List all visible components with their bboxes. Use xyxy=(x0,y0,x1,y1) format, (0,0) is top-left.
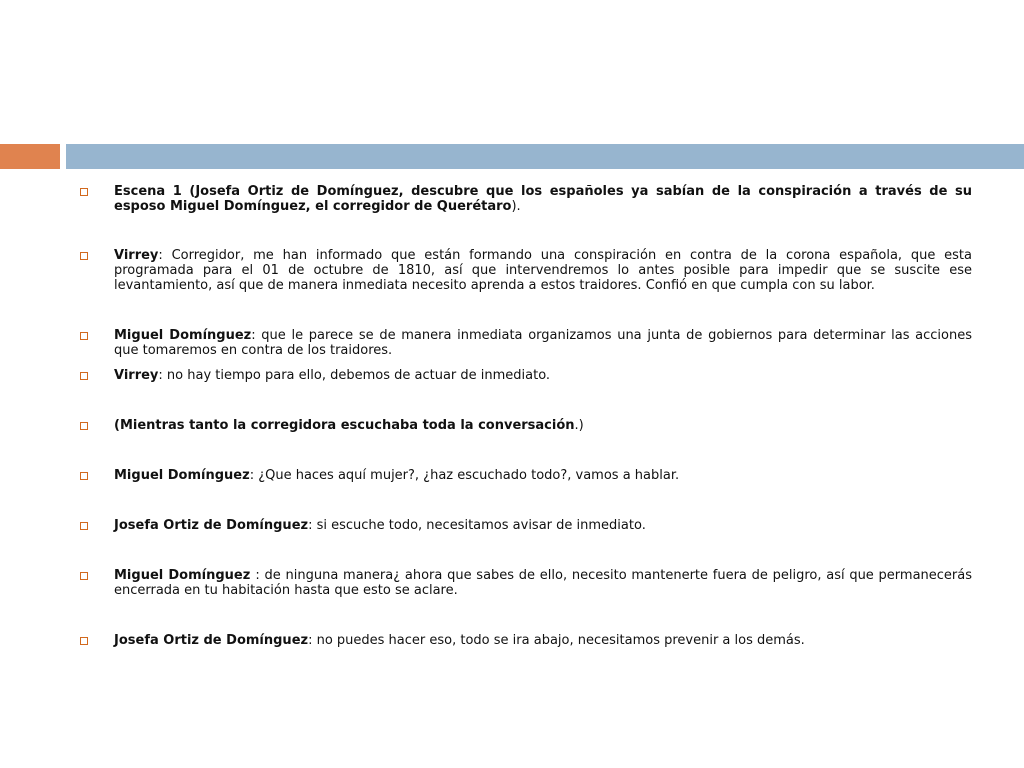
item-speaker: Josefa Ortiz de Domínguez xyxy=(114,633,309,648)
item-body: : de ninguna manera¿ ahora que sabes de ello, necesito mantenerte fuera de peligro, así que permanecerás encerrada en tu habitación hasta que esto se aclare. xyxy=(114,568,973,598)
list-item xyxy=(78,248,972,293)
square-bullet-icon xyxy=(80,637,88,645)
list-item xyxy=(78,328,972,358)
item-speaker: Virrey xyxy=(114,248,159,263)
item-text xyxy=(114,518,972,533)
item-text xyxy=(114,418,972,433)
square-bullet-icon xyxy=(80,252,88,260)
item-speaker: Josefa Ortiz de Domínguez xyxy=(114,518,309,533)
item-speaker: Miguel Domínguez xyxy=(114,568,256,583)
item-text xyxy=(114,328,972,358)
square-bullet-icon xyxy=(80,472,88,480)
item-text xyxy=(114,633,972,648)
item-body: : si escuche todo, necesitamos avisar de inmediato. xyxy=(308,518,646,533)
list-item xyxy=(78,184,972,214)
square-bullet-icon xyxy=(80,522,88,530)
item-text xyxy=(114,368,972,383)
square-bullet-icon xyxy=(80,188,88,196)
list-item xyxy=(78,418,972,433)
item-text xyxy=(114,248,972,293)
square-bullet-icon xyxy=(80,572,88,580)
list-item xyxy=(78,568,972,598)
item-body: : que le parece se de manera inmediata organizamos una junta de gobiernos para determinar las acciones que tomaremos en contra de los traidores. xyxy=(114,328,972,358)
list-item xyxy=(78,468,972,483)
item-body: : ¿Que haces aquí mujer?, ¿haz escuchado todo?, vamos a hablar. xyxy=(249,468,680,483)
list-item xyxy=(78,518,972,533)
item-text xyxy=(114,184,972,214)
item-body: .) xyxy=(574,418,584,433)
square-bullet-icon xyxy=(80,422,88,430)
item-body: ). xyxy=(511,199,521,214)
item-speaker: Miguel Domínguez xyxy=(114,468,250,483)
item-text xyxy=(114,568,972,598)
item-body: : no hay tiempo para ello, debemos de actuar de inmediato. xyxy=(158,368,551,383)
header-band-accent xyxy=(0,144,60,169)
item-body: : no puedes hacer eso, todo se ira abajo, necesitamos prevenir a los demás. xyxy=(308,633,805,648)
square-bullet-icon xyxy=(80,372,88,380)
item-speaker: Miguel Domínguez xyxy=(114,328,252,343)
item-speaker: (Mientras tanto la corregidora escuchaba toda la conversación xyxy=(114,418,575,433)
list-item xyxy=(78,633,972,648)
item-speaker: Escena 1 (Josefa Ortiz de Domínguez, descubre que los españoles ya sabían de la conspiración a través de su esposo Miguel Domínguez, el corregidor de Querétaro xyxy=(114,184,972,214)
item-speaker: Virrey xyxy=(114,368,159,383)
header-band xyxy=(66,144,1024,169)
square-bullet-icon xyxy=(80,332,88,340)
list-item xyxy=(78,368,972,383)
item-body: : Corregidor, me han informado que están formando una conspiración en contra de la corona española, que esta programada para el 01 de octubre de 1810, así que intervendremos lo antes posible para impedir que se suscite ese levantamiento, así que de manera inmediata necesito aprenda a estos traidores. Confió en que cumpla con su labor. xyxy=(114,248,972,293)
item-text xyxy=(114,468,972,483)
